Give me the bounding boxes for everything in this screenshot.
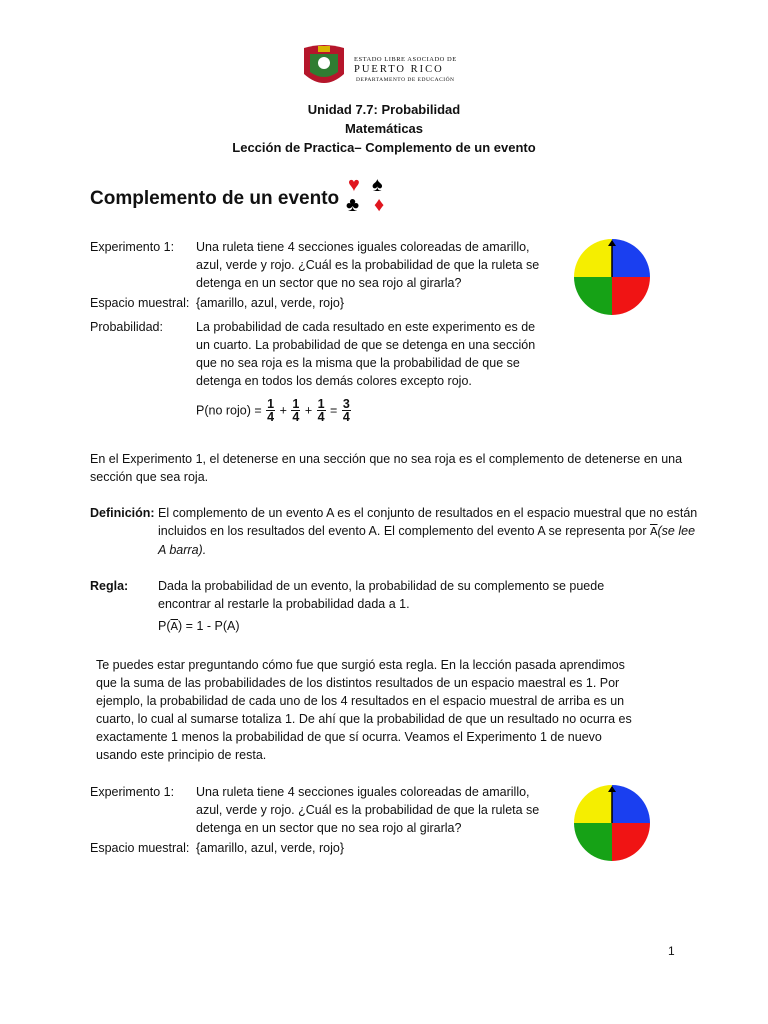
definition-text: El complemento de un evento A es el conjunto de resultados en el espacio muestral que no están incluidos en los resultados del evento A. El complemento del evento A se representa por [158, 506, 698, 538]
rule-text: Dada la probabilidad de un evento, la probabilidad de su complemento se puede encontrar al restarle la probabilidad dada a 1. [158, 579, 605, 611]
diamond-icon: ♦ [374, 194, 385, 216]
plus-sign: + [304, 403, 313, 418]
definition-block [158, 504, 698, 559]
rule-label: Regla: [90, 579, 129, 593]
spinner-blue-sector [612, 239, 650, 277]
sample-space-repeat-label: Espacio muestral: [90, 841, 190, 855]
department-logo [298, 44, 478, 90]
unit-title: Unidad 7.7: Probabilidad [307, 102, 461, 117]
rule-formula: $P(\overline{A}) = 1 - P(A)$ [158, 619, 240, 633]
equals-sign: = [330, 403, 338, 418]
a-bar-symbol: $\overline{A}$ [170, 620, 179, 633]
lesson-title: Lección de Practica– Complemento de un evento [232, 140, 536, 155]
fraction-one-quarter: $\frac{1}{4}$ [292, 397, 300, 424]
spinner-red-sector [612, 823, 650, 861]
seal-line-3: DEPARTAMENTO DE EDUCACIÓN [356, 77, 455, 83]
a-bar-symbol: $\overline{A}$ [649, 525, 658, 538]
spinner-green-sector [574, 277, 612, 315]
club-icon: ♣ [346, 194, 360, 216]
plus-sign: + [279, 403, 287, 418]
card-suits-icon [346, 176, 396, 220]
sample-space-repeat-value: {amarillo, azul, verde, rojo} [196, 841, 344, 855]
spinner-icon [572, 783, 652, 863]
fraction-three-quarters: $\frac{3}{4}$ [342, 397, 350, 424]
section-title: Complemento de un evento [90, 188, 340, 209]
experiment1-text: Una ruleta tiene 4 secciones iguales coloreadas de amarillo, azul, verde y rojo. ¿Cuál es la probabilidad de que la ruleta se detenga en un sector que no sea rojo al girarla? [196, 240, 540, 290]
spinner-yellow-sector [574, 785, 612, 823]
fraction-one-quarter: $\frac{1}{4}$ [317, 397, 325, 424]
heart-icon: ♥ [348, 174, 360, 196]
seal-line-2: PUERTO RICO [354, 64, 444, 75]
puerto-rico-seal-icon [298, 44, 350, 90]
fraction-one-quarter: $\frac{1}{4}$ [267, 397, 275, 424]
sample-space-label: Espacio muestral: [90, 296, 190, 310]
probability-formula [196, 398, 352, 423]
spinner-yellow-sector [574, 239, 612, 277]
probability-label: Probabilidad: [90, 320, 163, 334]
formula-lhs: P(no rojo) = [196, 403, 262, 418]
subject-title: Matemáticas [344, 121, 424, 136]
definition-note: (se lee A barra). [158, 524, 696, 557]
sample-space-value: {amarillo, azul, verde, rojo} [196, 296, 344, 310]
spinner-blue-sector [612, 785, 650, 823]
experiment1-label: Experimento 1: [90, 240, 175, 254]
spade-icon: ♠ [372, 174, 383, 196]
spinner-red-sector [612, 277, 650, 315]
experiment1-repeat-label: Experimento 1: [90, 785, 175, 799]
probability-text: La probabilidad de cada resultado en este experimento es de un cuarto. La probabilidad de que se detenga en una sección que no sea roja es la misma que la probabilidad de que se detenga en todos los demás colores excepto rojo. [196, 320, 536, 388]
seal-line-1: ESTADO LIBRE ASOCIADO DE [354, 56, 457, 63]
complement-paragraph: En el Experimento 1, el detenerse en una sección que no sea roja es el complemento de detenerse en una sección que sea roja. [90, 452, 683, 484]
explanation-paragraph: Te puedes estar preguntando cómo fue que surgió esta regla. En la lección pasada aprendimos que la suma de las probabilidades de los distintos resultados de un espacio maestral es 1. Por ejemplo, la probabilidad de cada uno de los 4 resultados en el espacio muestral de arriba es un cuarto, lo cual al sumarse totaliza 1. De ahí que la probabilidad de que un resultado no ocurra es exactamente 1 menos la probabilidad de que sí ocurra. Veamos el Experimento 1 de nuevo usando este principio de resta. [96, 658, 632, 762]
experiment1-repeat-text: Una ruleta tiene 4 secciones iguales coloreadas de amarillo, azul, verde y rojo. ¿Cuál es la probabilidad de que la ruleta se detenga en un sector que no sea rojo al girarla? [196, 785, 540, 835]
definition-label: Definición: [90, 506, 155, 520]
spinner-green-sector [574, 823, 612, 861]
page-number: 1 [668, 944, 675, 958]
spinner-icon [572, 237, 652, 317]
